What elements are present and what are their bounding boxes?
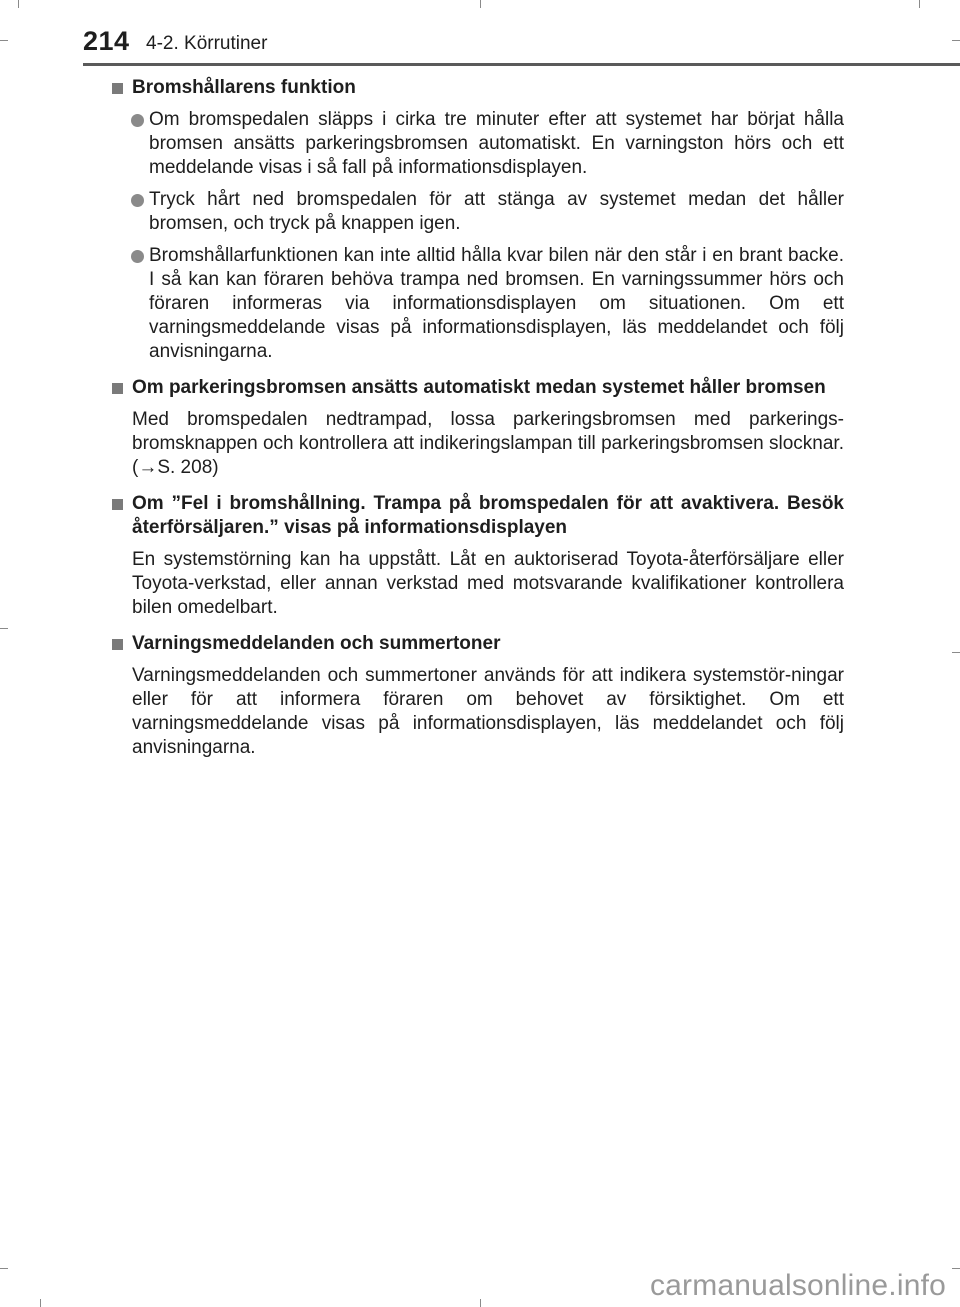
crop-mark (919, 0, 920, 8)
circle-bullet-icon (131, 250, 144, 263)
square-bullet-icon (112, 383, 123, 394)
crop-mark (952, 652, 960, 653)
section-body: Varningsmeddelanden och summertoner används för att indikera systemstör-ningar eller för att informera föraren om behovet av försiktighet. Om ett varningsmeddelande visas på informationsdisplayen, läs meddelandet och följ anvisningarna. (132, 665, 844, 758)
list-item (110, 108, 844, 180)
section-heading (110, 492, 844, 540)
page-content (110, 76, 844, 760)
square-bullet-icon (112, 83, 123, 94)
crop-mark (952, 40, 960, 41)
section-heading-text: Varningsmeddelanden och summertoner (132, 633, 501, 654)
section-heading-text: Om parkeringsbromsen ansätts automatiskt medan systemet håller bromsen (132, 377, 826, 398)
crop-mark (0, 1268, 8, 1269)
crop-mark (0, 628, 8, 629)
section-heading (110, 76, 844, 100)
crop-mark (480, 1299, 481, 1307)
list-item-text: Bromshållarfunktionen kan inte alltid hålla kvar bilen när den står i en brant backe. I så kan kan föraren behöva trampa ned bromsen. En varningssummer hörs och föraren informeras via informationsdisplayen om situationen. Om ett varningsmeddelande visas på informationsdisplayen, läs meddelandet och följ anvisningarna. (149, 245, 844, 362)
section-heading (110, 632, 844, 656)
crop-mark (952, 1268, 960, 1269)
crop-mark (480, 0, 481, 8)
section-body: Med bromspedalen nedtrampad, lossa parkeringsbromsen med parkerings-bromsknappen och kontrollera att indikeringslampan till parkeringsbromsen slocknar. (→S. 208) (132, 409, 844, 478)
crop-mark (40, 1299, 41, 1307)
header-rule (83, 63, 960, 66)
list-item (110, 188, 844, 236)
section-heading (110, 376, 844, 400)
section-body: En systemstörning kan ha uppstått. Låt en auktoriserad Toyota-återförsäljare eller Toyota-verkstad, eller annan verkstad med motsvarande kvalifikationer kontrollera bilen omedelbart. (132, 549, 844, 618)
circle-bullet-icon (131, 114, 144, 127)
crop-mark (0, 40, 8, 41)
watermark: carmanualsonline.info (649, 1269, 946, 1302)
section-heading-text: Bromshållarens funktion (132, 77, 356, 98)
list-item-text: Om bromspedalen släpps i cirka tre minuter efter att systemet har börjat hålla bromsen ansätts parkeringsbromsen automatiskt. En varningston hörs och ett meddelande visas i så fall på informationsdisplayen. (149, 109, 844, 178)
section-title: 4-2. Körrutiner (146, 33, 268, 54)
list-item-text: Tryck hårt ned bromspedalen för att stänga av systemet medan det håller bromsen, och tryck på knappen igen. (149, 189, 844, 234)
crop-mark (18, 0, 19, 8)
page-number: 214 (83, 26, 130, 56)
list-item (110, 244, 844, 364)
square-bullet-icon (112, 639, 123, 650)
section-heading-text: Om ”Fel i bromshållning. Trampa på bromspedalen för att avaktivera. Besök återförsäljaren.” visas på informationsdisplayen (132, 493, 844, 538)
circle-bullet-icon (131, 194, 144, 207)
square-bullet-icon (112, 499, 123, 510)
